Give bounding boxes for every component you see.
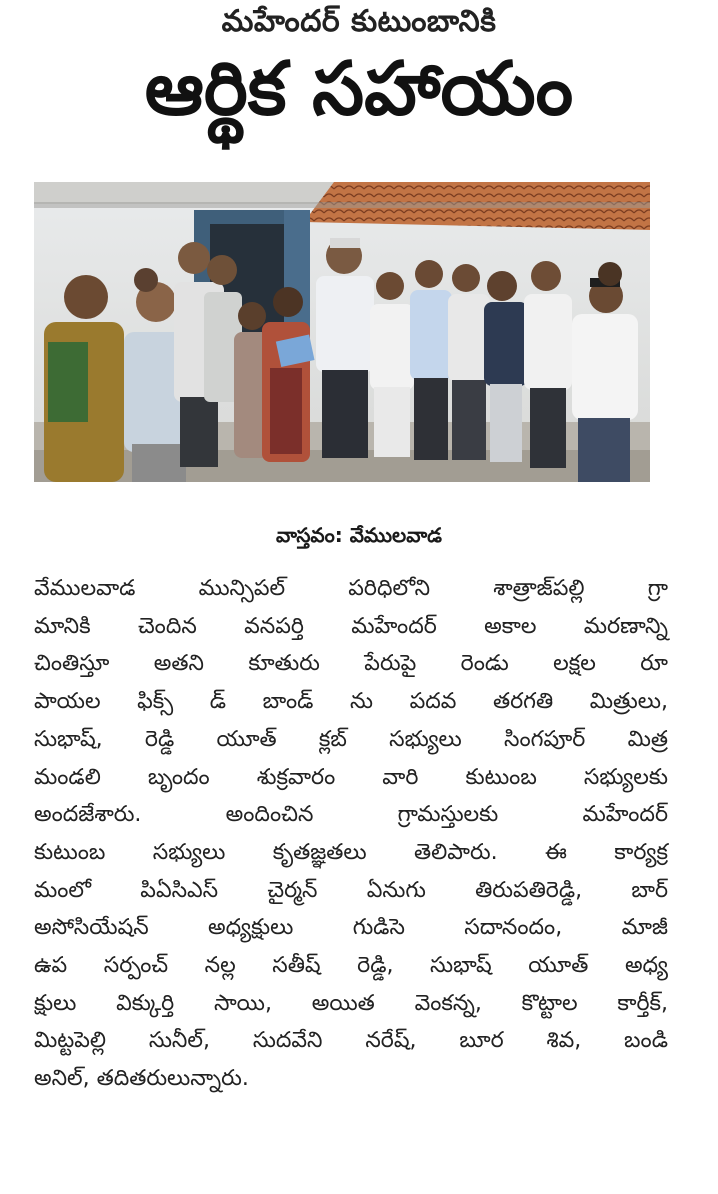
body-line: అసోసియేషన్ అధ్యక్షులు గుడిసె సదానందం, మాజీ xyxy=(34,915,668,941)
body-line: మంలో పిఏసిఎస్ చైర్మన్ ఏనుగు తిరుపతిరెడ్డి, బార్ xyxy=(34,877,668,903)
body-line: చింతిస్తూ అతని కూతురు పేరుపై రెండు లక్షల రూ xyxy=(34,651,668,677)
body-line: సుభాష్, రెడ్డి యూత్ క్లబ్ సభ్యులు సింగపూర్ మిత్ర xyxy=(34,726,668,752)
body-line: మానికి చెందిన వనపర్తి మహేందర్ అకాల మరణాన్ని xyxy=(34,613,668,639)
body-line: క్షులు విక్కుర్తి సాయి, అయిత వెంకన్న, కొట్టాల కార్తీక్, xyxy=(34,990,668,1016)
article-body xyxy=(34,570,668,1098)
group-photo-illustration xyxy=(34,182,650,482)
body-line: అందజేశారు. అందించిన గ్రామస్తులకు మహేందర్ xyxy=(34,802,668,828)
article-dateline: వాస్తవం: వేములవాడ xyxy=(276,523,442,547)
body-line: ఉప సర్పంచ్ నల్ల సతీష్ రెడ్డి, సుభాష్ యూత్ అధ్య xyxy=(34,953,668,979)
body-line: పాయల ఫిక్స్ డ్ బాండ్ ను పదవ తరగతి మిత్రులు, xyxy=(34,689,668,715)
article-headline: ఆర్థిక సహాయం xyxy=(144,46,574,132)
body-line: వేములవాడ మున్సిపల్ పరిధిలోని శాత్రాజ్‌పల్లి గ్రా xyxy=(34,576,668,601)
body-line: మండలి బృందం శుక్రవారం వారి కుటుంబ సభ్యులకు xyxy=(34,764,668,790)
article-photo xyxy=(34,182,650,482)
body-line: కుటుంబ సభ్యులు కృతజ్ఞతలు తెలిపారు. ఈ కార్యక్ర xyxy=(34,839,668,865)
article-kicker: మహేందర్ కుటుంబానికి xyxy=(221,4,497,39)
body-line: అనిల్, తదితరులున్నారు. xyxy=(34,1066,249,1092)
body-line: మిట్టపెల్లి సునీల్, సుదవేని నరేష్, బూర శివ, బండి xyxy=(34,1028,668,1054)
